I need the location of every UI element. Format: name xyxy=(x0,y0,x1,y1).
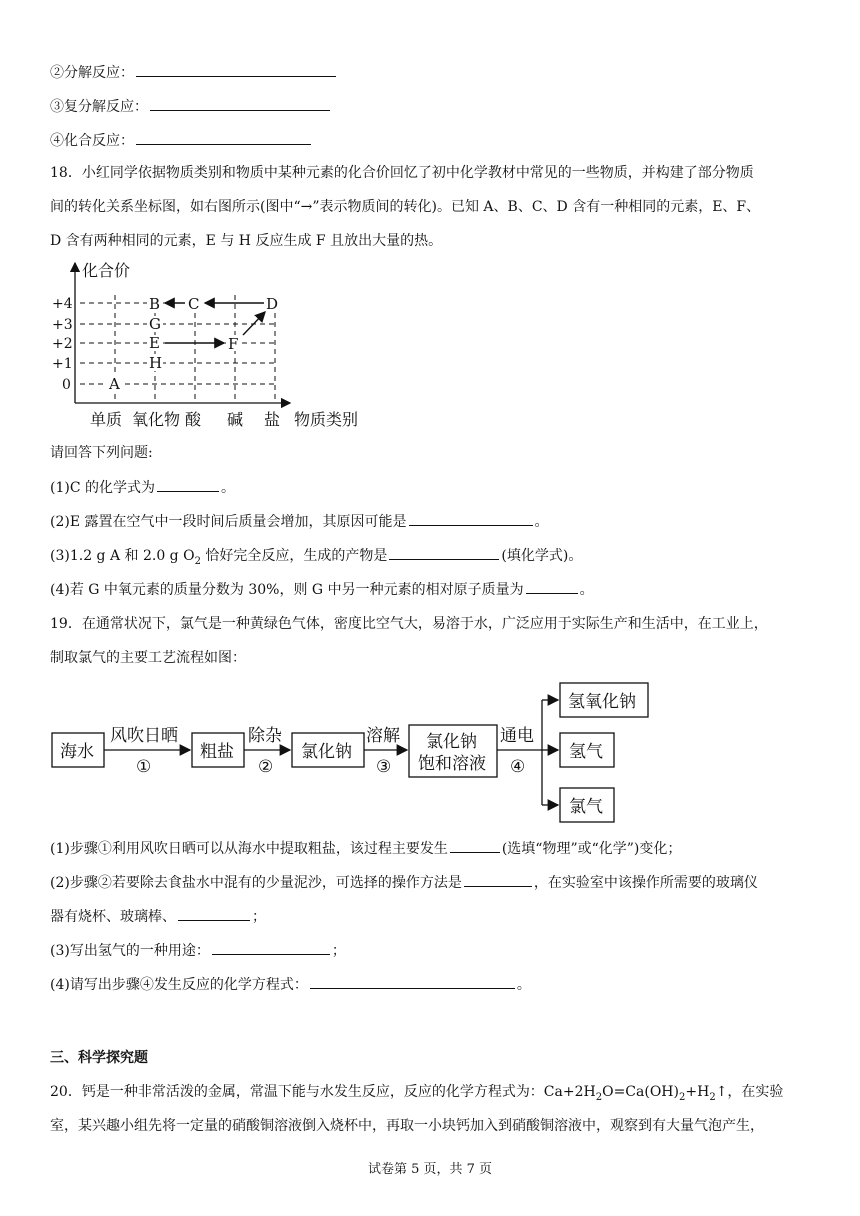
point-C: C xyxy=(188,295,200,313)
point-G: G xyxy=(149,315,161,333)
x-tick: 酸 xyxy=(185,410,202,429)
answer-blank[interactable] xyxy=(150,96,330,111)
q19-part-1: (1)步骤①利用风吹日晒可以从海水中提取粗盐，该过程主要发生 (选填“物理”或“化学”)变化； xyxy=(50,838,681,858)
step-4-number: ④ xyxy=(510,757,526,777)
point-H: H xyxy=(149,354,163,372)
q18-text-2: 间的转化关系坐标图，如右图所示(图中“→”表示物质间的转化)。已知 A、B、C、D 含有一种相同的元素，E、F、 xyxy=(50,199,761,215)
step-4-label: 通电 xyxy=(500,726,534,746)
answer-blank[interactable] xyxy=(136,62,336,77)
answer-blank[interactable] xyxy=(157,477,219,492)
answer-blank[interactable] xyxy=(464,872,532,887)
box-chlorine-label: 氯气 xyxy=(569,797,603,817)
y-tick: +1 xyxy=(52,356,73,372)
q20-text-1: 20．钙是一种非常活泼的金属，常温下能与水发生反应，反应的化学方程式为：$Ca+2H_2O=Ca(OH)_2+H_2↑$，在实验 xyxy=(50,1084,784,1103)
step-3-label: 溶解 xyxy=(366,726,400,746)
point-F: F xyxy=(228,335,239,353)
process-flow-diagram xyxy=(50,675,670,830)
box-seawater-label: 海水 xyxy=(60,742,94,762)
q18-text-1: 18．小红同学依据物质类别和物质中某种元素的化合价回忆了初中化学教材中常见的一些物质，并构建了部分物质 xyxy=(50,165,754,181)
box-naoh-label: 氢氧化钠 xyxy=(568,692,636,712)
point-B: B xyxy=(149,295,161,313)
x-tick: 氧化物 xyxy=(132,410,181,429)
q18-part-1: (1)C 的化学式为 。 xyxy=(50,477,235,497)
answer-blank[interactable] xyxy=(526,579,578,594)
page-footer: 试卷第 5 页，共 7 页 xyxy=(367,1162,493,1177)
answer-blank[interactable] xyxy=(310,974,515,989)
box-saturated-label-2: 饱和溶液 xyxy=(418,754,486,774)
point-A: A xyxy=(109,375,120,393)
y-tick: 0 xyxy=(62,377,71,393)
q19-part-2-cont: 器有烧杯、玻璃棒、 ； xyxy=(50,906,266,926)
step-3-number: ③ xyxy=(376,757,392,777)
answer-blank[interactable] xyxy=(212,940,330,955)
answer-blank[interactable] xyxy=(409,511,533,526)
q19-part-4: (4)请写出步骤④发生反应的化学方程式： 。 xyxy=(50,974,531,994)
answer-blank[interactable] xyxy=(389,545,499,560)
valence-chart xyxy=(50,255,380,435)
q19-text-1: 19．在通常状况下，氯气是一种黄绿色气体，密度比空气大，易溶于水，广泛应用于实际生产和生活中，在工业上， xyxy=(50,616,768,632)
box-hydrogen-label: 氢气 xyxy=(569,742,603,762)
section-heading: 三、科学探究题 xyxy=(50,1050,148,1066)
q19-text-2: 制取氯气的主要工艺流程如图： xyxy=(50,650,246,666)
q18-text-3: D 含有两种相同的元素，E 与 H 反应生成 F 且放出大量的热。 xyxy=(50,233,443,249)
step-1-number: ① xyxy=(136,757,152,777)
box-crude-salt-label: 粗盐 xyxy=(200,742,234,762)
q17-line-2: ②分解反应： xyxy=(50,62,338,82)
q18-part-2: (2)E 露置在空气中一段时间后质量会增加，其原因可能是 。 xyxy=(50,511,549,531)
x-axis-label: 物质类别 xyxy=(294,410,359,429)
x-tick: 碱 xyxy=(227,410,244,429)
q20-text-2: 室，某兴趣小组先将一定量的硝酸铜溶液倒入烧杯中，再取一小块钙加入到硝酸铜溶液中，观察到有大量气泡产生， xyxy=(50,1118,764,1134)
x-tick: 盐 xyxy=(264,410,281,429)
x-tick: 单质 xyxy=(90,410,123,429)
point-E: E xyxy=(149,334,160,352)
q18-part-3: (3)1.2 g A 和 2.0 g $O_2$ 恰好完全反应，生成的产物是 (填化学式)。 xyxy=(50,545,582,567)
y-axis-label: 化合价 xyxy=(82,261,131,280)
step-2-label: 除杂 xyxy=(248,726,282,746)
q18-part-4: (4)若 G 中氧元素的质量分数为 30%，则 G 中另一种元素的相对原子质量为 。 xyxy=(50,579,594,599)
q19-part-3: (3)写出氢气的一种用途： ； xyxy=(50,940,346,960)
q17-line-4: ④化合反应： xyxy=(50,130,313,150)
q17-line-3: ③复分解反应： xyxy=(50,96,332,116)
box-nacl-label: 氯化钠 xyxy=(301,742,352,762)
step-1-label: 风吹日晒 xyxy=(110,726,178,746)
y-tick: +4 xyxy=(52,296,73,312)
step-2-number: ② xyxy=(258,757,274,777)
box-saturated-label-1: 氯化钠 xyxy=(426,732,477,752)
y-tick: +3 xyxy=(52,317,73,333)
q18-prompt: 请回答下列问题: xyxy=(50,445,153,461)
point-D: D xyxy=(266,295,279,313)
answer-blank[interactable] xyxy=(136,130,311,145)
q19-part-2: (2)步骤②若要除去食盐水中混有的少量泥沙，可选择的操作方法是 ，在实验室中该操作所需要的玻璃仪 xyxy=(50,872,758,892)
y-tick: +2 xyxy=(52,336,73,352)
answer-blank[interactable] xyxy=(178,906,250,921)
answer-blank[interactable] xyxy=(450,838,500,853)
